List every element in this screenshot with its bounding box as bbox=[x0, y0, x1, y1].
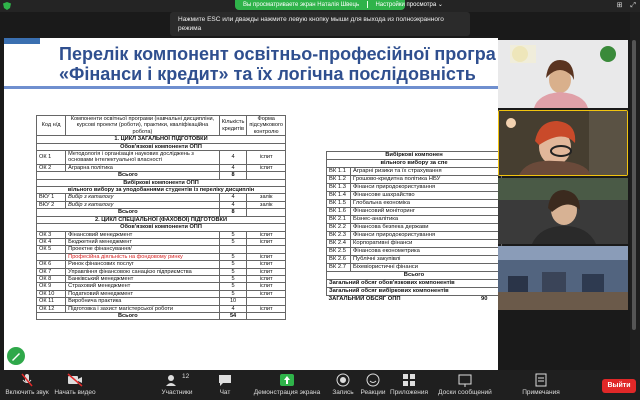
table-row bbox=[37, 290, 286, 297]
elective-row bbox=[327, 176, 502, 184]
share-screen-button[interactable] bbox=[252, 373, 322, 396]
elective-code: ВК 2.6 bbox=[327, 256, 351, 264]
section-heading: Вибіркові компоненти ОПП bbox=[37, 179, 286, 186]
course-name: Страховий менеджмент bbox=[66, 283, 220, 290]
participant-video bbox=[499, 111, 627, 175]
elective-code: ВК 2.3 bbox=[327, 232, 351, 240]
mute-button[interactable] bbox=[0, 373, 54, 396]
slide-accent bbox=[4, 38, 40, 44]
participants-count: 12 bbox=[182, 373, 190, 380]
elective-name: Фінансовий моніторинг bbox=[351, 208, 502, 216]
course-credits: 5 bbox=[219, 231, 247, 238]
course-name: Аграрна політика bbox=[66, 164, 220, 171]
chat-label: Чат bbox=[219, 389, 231, 396]
chat-button[interactable] bbox=[198, 373, 252, 396]
leave-button[interactable]: Выйти bbox=[602, 379, 636, 393]
table-row bbox=[37, 179, 286, 186]
elective-name: Фінанси природокористування bbox=[351, 184, 502, 192]
shared-screen bbox=[4, 38, 498, 380]
slide-title-line2: «Фінанси і кредит» та їх логічна послідовність bbox=[59, 64, 476, 84]
course-code: ВКУ 2 bbox=[37, 201, 66, 208]
elective-row bbox=[327, 184, 502, 192]
participants-label: Участники bbox=[161, 389, 193, 396]
top-bar bbox=[0, 0, 640, 12]
course-name: Бюджетний менеджмент bbox=[66, 238, 220, 245]
table-row bbox=[37, 298, 286, 305]
elective-code: ВК 2.2 bbox=[327, 224, 351, 232]
table-header: Компоненти освітньої програми (навчальні дисципліни, курсові проекти (роботи), практики, кваліфікаційна робота) bbox=[66, 116, 220, 136]
course-control: іспит bbox=[247, 164, 286, 171]
course-name: Вибір з каталогу bbox=[66, 194, 220, 201]
share-banner-text: Вы просматриваете экран Наталія Швець bbox=[243, 2, 360, 8]
elective-row bbox=[327, 208, 502, 216]
table-row bbox=[37, 172, 286, 179]
elective-row bbox=[327, 240, 502, 248]
view-settings-label[interactable]: Настройки просмотра bbox=[375, 2, 437, 8]
course-credits: 4 bbox=[219, 305, 247, 312]
mandatory-sum bbox=[327, 280, 502, 288]
table-row bbox=[37, 209, 286, 216]
table-row bbox=[37, 224, 286, 231]
tooltip-line2: режима bbox=[178, 25, 202, 32]
participant-tile[interactable] bbox=[498, 40, 628, 108]
elective-code: ВК 2.5 bbox=[327, 248, 351, 256]
elective-row bbox=[327, 200, 502, 208]
whiteboard-icon bbox=[458, 373, 472, 387]
course-name: Підготовка і захист магістерської роботи bbox=[66, 305, 220, 312]
slide-title-line1: Перелік компонент освітньо-професійної програ bbox=[59, 44, 496, 64]
course-credits: 5 bbox=[219, 275, 247, 282]
summary-row bbox=[327, 280, 502, 288]
window-controls bbox=[611, 1, 636, 10]
table-header: Кількість кредитів bbox=[219, 116, 247, 136]
section-heading: Обов'язкові компоненти ОПП bbox=[37, 143, 286, 150]
total-label: Всього bbox=[37, 312, 220, 319]
course-credits bbox=[219, 246, 247, 253]
section-heading: 2. ЦИКЛ СПЕЦІАЛЬНОЇ (ФАХОВОЇ) ПІДГОТОВКИ bbox=[37, 216, 286, 223]
elective-name: Публічні закупівлі bbox=[351, 256, 502, 264]
course-control: іспит bbox=[247, 305, 286, 312]
course-name: Виробнича практика bbox=[66, 298, 220, 305]
course-code bbox=[37, 253, 66, 260]
course-credits: 5 bbox=[219, 238, 247, 245]
course-name: Проектне фінансування/ bbox=[66, 246, 220, 253]
elective-name: Фінанси природокористування bbox=[351, 232, 502, 240]
table-row bbox=[37, 305, 286, 312]
elective-subheader: вільного вибору за спе bbox=[327, 160, 502, 168]
elective-name: Біхевіористичні фінанси bbox=[351, 264, 502, 272]
elective-code: ВК 2.1 bbox=[327, 216, 351, 224]
curriculum-table bbox=[36, 115, 286, 320]
table-row bbox=[37, 151, 286, 165]
course-name: Банківський менеджмент bbox=[66, 275, 220, 282]
course-credits: 5 bbox=[219, 253, 247, 260]
share-screen-icon bbox=[280, 373, 294, 387]
apps-label: Приложения bbox=[389, 389, 429, 396]
participant-video bbox=[498, 246, 628, 310]
total-credits: 54 bbox=[219, 312, 247, 319]
course-name: Управління фінансовою санацією підприємства bbox=[66, 268, 220, 275]
course-credits: 4 bbox=[219, 164, 247, 171]
table-row bbox=[37, 261, 286, 268]
elective-name: Фінансова економетрика bbox=[351, 248, 502, 256]
elective-table bbox=[326, 151, 502, 303]
reactions-label: Реакции bbox=[360, 389, 386, 396]
elective-code: ВК 1.3 bbox=[327, 184, 351, 192]
course-control bbox=[247, 246, 286, 253]
video-button[interactable] bbox=[48, 373, 102, 396]
whiteboards-button[interactable] bbox=[430, 373, 500, 396]
chevron-down-icon[interactable]: ⌄ bbox=[437, 2, 443, 8]
section-heading: 1. ЦИКЛ ЗАГАЛЬНОЇ ПІДГОТОВКИ bbox=[37, 136, 286, 143]
course-control: іспит bbox=[247, 238, 286, 245]
table-header: Форма підсумкового контролю bbox=[247, 116, 286, 136]
table-header: Код н/д bbox=[37, 116, 66, 136]
course-code: ОК 8 bbox=[37, 275, 66, 282]
mandatory-sum-label: Загальний обсяг обов'язкових компонентів bbox=[329, 280, 455, 286]
table-row bbox=[37, 216, 286, 223]
course-code: ОК 11 bbox=[37, 298, 66, 305]
total-label: Всього bbox=[37, 172, 220, 179]
shield-icon bbox=[3, 2, 11, 10]
elective-code: ВК 2.7 bbox=[327, 264, 351, 272]
table-row bbox=[37, 275, 286, 282]
program-sum-value: 90 bbox=[481, 296, 488, 302]
course-credits: 5 bbox=[219, 261, 247, 268]
course-code: ВКУ 1 bbox=[37, 194, 66, 201]
share-screen-label: Демонстрация экрана bbox=[253, 389, 321, 396]
course-control: іспит bbox=[247, 268, 286, 275]
elective-name: Бізнес-аналітика bbox=[351, 216, 502, 224]
elective-row bbox=[327, 168, 502, 176]
course-name: Методологія і організація наукових досліджень з основами інтелектуальної власності bbox=[66, 151, 220, 165]
whiteboards-label: Доски сообщений bbox=[438, 389, 492, 396]
course-control: іспит bbox=[247, 253, 286, 260]
video-label: Начать видео bbox=[54, 389, 96, 396]
elective-name: Фінансове шахрайство bbox=[351, 192, 502, 200]
table-row bbox=[37, 164, 286, 171]
exit-fullscreen-icon[interactable]: ⤢ bbox=[630, 2, 636, 9]
elective-row bbox=[327, 192, 502, 200]
summary-row bbox=[327, 288, 502, 296]
smile-icon bbox=[366, 373, 380, 387]
notes-icon bbox=[534, 373, 548, 387]
course-code: ОК 1 bbox=[37, 151, 66, 165]
elective-row bbox=[327, 216, 502, 224]
pencil-icon bbox=[7, 347, 25, 365]
section-heading: вільного вибору за уподобаннями студентів із переліку дисциплін bbox=[37, 187, 286, 194]
elective-name: Аграрні ризики та їх страхування bbox=[351, 168, 502, 176]
course-credits: 10 bbox=[219, 298, 247, 305]
table-cell bbox=[247, 312, 286, 319]
course-name: Фінансовий менеджмент bbox=[66, 231, 220, 238]
course-name: Ринок фінансових послуг bbox=[66, 261, 220, 268]
total-label: Всього bbox=[37, 209, 220, 216]
total-credits: 8 bbox=[219, 172, 247, 179]
table-row bbox=[37, 201, 286, 208]
table-row bbox=[37, 231, 286, 238]
elective-row bbox=[327, 232, 502, 240]
course-code: ОК 6 bbox=[37, 261, 66, 268]
slide-title bbox=[59, 44, 499, 84]
participant-tile-active[interactable] bbox=[498, 110, 628, 176]
course-control: іспит bbox=[247, 151, 286, 165]
elective-name: Грошово-кредитна політика НБУ bbox=[351, 176, 502, 184]
elective-code: ВК 1.4 bbox=[327, 192, 351, 200]
elective-total-label: Всього bbox=[403, 272, 425, 278]
table-row bbox=[37, 253, 286, 260]
course-credits: 4 bbox=[219, 151, 247, 165]
table-row bbox=[37, 143, 286, 150]
table-row bbox=[37, 136, 286, 143]
course-control: залік bbox=[247, 201, 286, 208]
elective-code: ВК 2.4 bbox=[327, 240, 351, 248]
section-heading: Обов'язкові компоненти ОПП bbox=[37, 224, 286, 231]
participant-video bbox=[498, 40, 628, 108]
table-cell bbox=[247, 172, 286, 179]
course-control: іспит bbox=[247, 290, 286, 297]
program-sum bbox=[327, 296, 502, 304]
notes-label: Примечания bbox=[522, 389, 560, 396]
annotate-button[interactable] bbox=[7, 347, 25, 365]
course-control bbox=[247, 298, 286, 305]
elective-code: ВК 1.2 bbox=[327, 176, 351, 184]
course-code: ОК 4 bbox=[37, 238, 66, 245]
elective-row bbox=[327, 248, 502, 256]
total-credits: 8 bbox=[219, 209, 247, 216]
program-sum-label: ЗАГАЛЬНИЙ ОБСЯГ ОПП bbox=[328, 296, 401, 302]
table-row bbox=[37, 246, 286, 253]
course-control: іспит bbox=[247, 231, 286, 238]
chat-icon bbox=[218, 373, 232, 387]
course-code: ОК 10 bbox=[37, 290, 66, 297]
table-header-row bbox=[37, 116, 286, 136]
participant-video bbox=[498, 178, 628, 244]
course-code: ОК 7 bbox=[37, 268, 66, 275]
elective-sum-label: Загальний обсяг вибіркових компонентів bbox=[329, 288, 449, 294]
table-row bbox=[37, 194, 286, 201]
participant-tile[interactable] bbox=[498, 246, 628, 310]
course-code: ОК 9 bbox=[37, 283, 66, 290]
course-name: Професійна діяльність на фондовому ринку bbox=[66, 253, 220, 260]
mute-label: Включить звук bbox=[5, 389, 49, 396]
course-credits: 4 bbox=[219, 194, 247, 201]
course-credits: 5 bbox=[219, 283, 247, 290]
elective-code: ВК 1.6 bbox=[327, 208, 351, 216]
meeting-toolbar bbox=[0, 370, 640, 400]
table-row bbox=[37, 238, 286, 245]
course-control: іспит bbox=[247, 275, 286, 282]
slide-divider bbox=[4, 86, 498, 89]
share-banner[interactable] bbox=[235, 0, 443, 10]
course-code: ОК 2 bbox=[37, 164, 66, 171]
notes-button[interactable] bbox=[510, 373, 572, 396]
scrollbar[interactable] bbox=[632, 40, 636, 330]
elective-code: ВК 1.1 bbox=[327, 168, 351, 176]
mic-muted-icon bbox=[20, 373, 34, 387]
elective-name: Глобальна економіка bbox=[351, 200, 502, 208]
grid-view-icon[interactable]: ⊞ bbox=[616, 2, 623, 9]
participants-button[interactable] bbox=[150, 373, 204, 396]
table-row bbox=[37, 283, 286, 290]
summary-row bbox=[327, 296, 502, 304]
apps-icon bbox=[402, 373, 416, 387]
elective-sum bbox=[327, 288, 502, 296]
elective-row bbox=[327, 224, 502, 232]
table-row bbox=[37, 312, 286, 319]
tooltip-line1: Нажмите ESC или дважды нажмите левую кнопку мыши для выхода из полноэкранного bbox=[178, 16, 444, 23]
fullscreen-tooltip bbox=[170, 12, 470, 36]
elective-row bbox=[327, 264, 502, 272]
camera-off-icon bbox=[67, 373, 83, 387]
course-credits: 5 bbox=[219, 268, 247, 275]
course-code: ОК 3 bbox=[37, 231, 66, 238]
participant-tile[interactable] bbox=[498, 178, 628, 244]
elective-row bbox=[327, 256, 502, 264]
table-row bbox=[37, 187, 286, 194]
elective-header: Вибіркові компонен bbox=[327, 152, 502, 160]
course-credits: 5 bbox=[219, 290, 247, 297]
elective-total bbox=[327, 272, 502, 280]
course-control: іспит bbox=[247, 261, 286, 268]
course-control: залік bbox=[247, 194, 286, 201]
summary-row bbox=[327, 272, 502, 280]
elective-name: Корпоративні фінанси bbox=[351, 240, 502, 248]
table-cell bbox=[247, 209, 286, 216]
course-credits: 4 bbox=[219, 201, 247, 208]
record-label: Запись bbox=[332, 389, 354, 396]
course-code: ОК 5 bbox=[37, 246, 66, 253]
course-code: ОК 12 bbox=[37, 305, 66, 312]
elective-code: ВК 1.5 bbox=[327, 200, 351, 208]
elective-name: Фінансова безпека держави bbox=[351, 224, 502, 232]
course-control: іспит bbox=[247, 283, 286, 290]
course-name: Вибір з каталогу bbox=[66, 201, 220, 208]
table-row bbox=[37, 268, 286, 275]
course-name: Податковий менеджмент bbox=[66, 290, 220, 297]
